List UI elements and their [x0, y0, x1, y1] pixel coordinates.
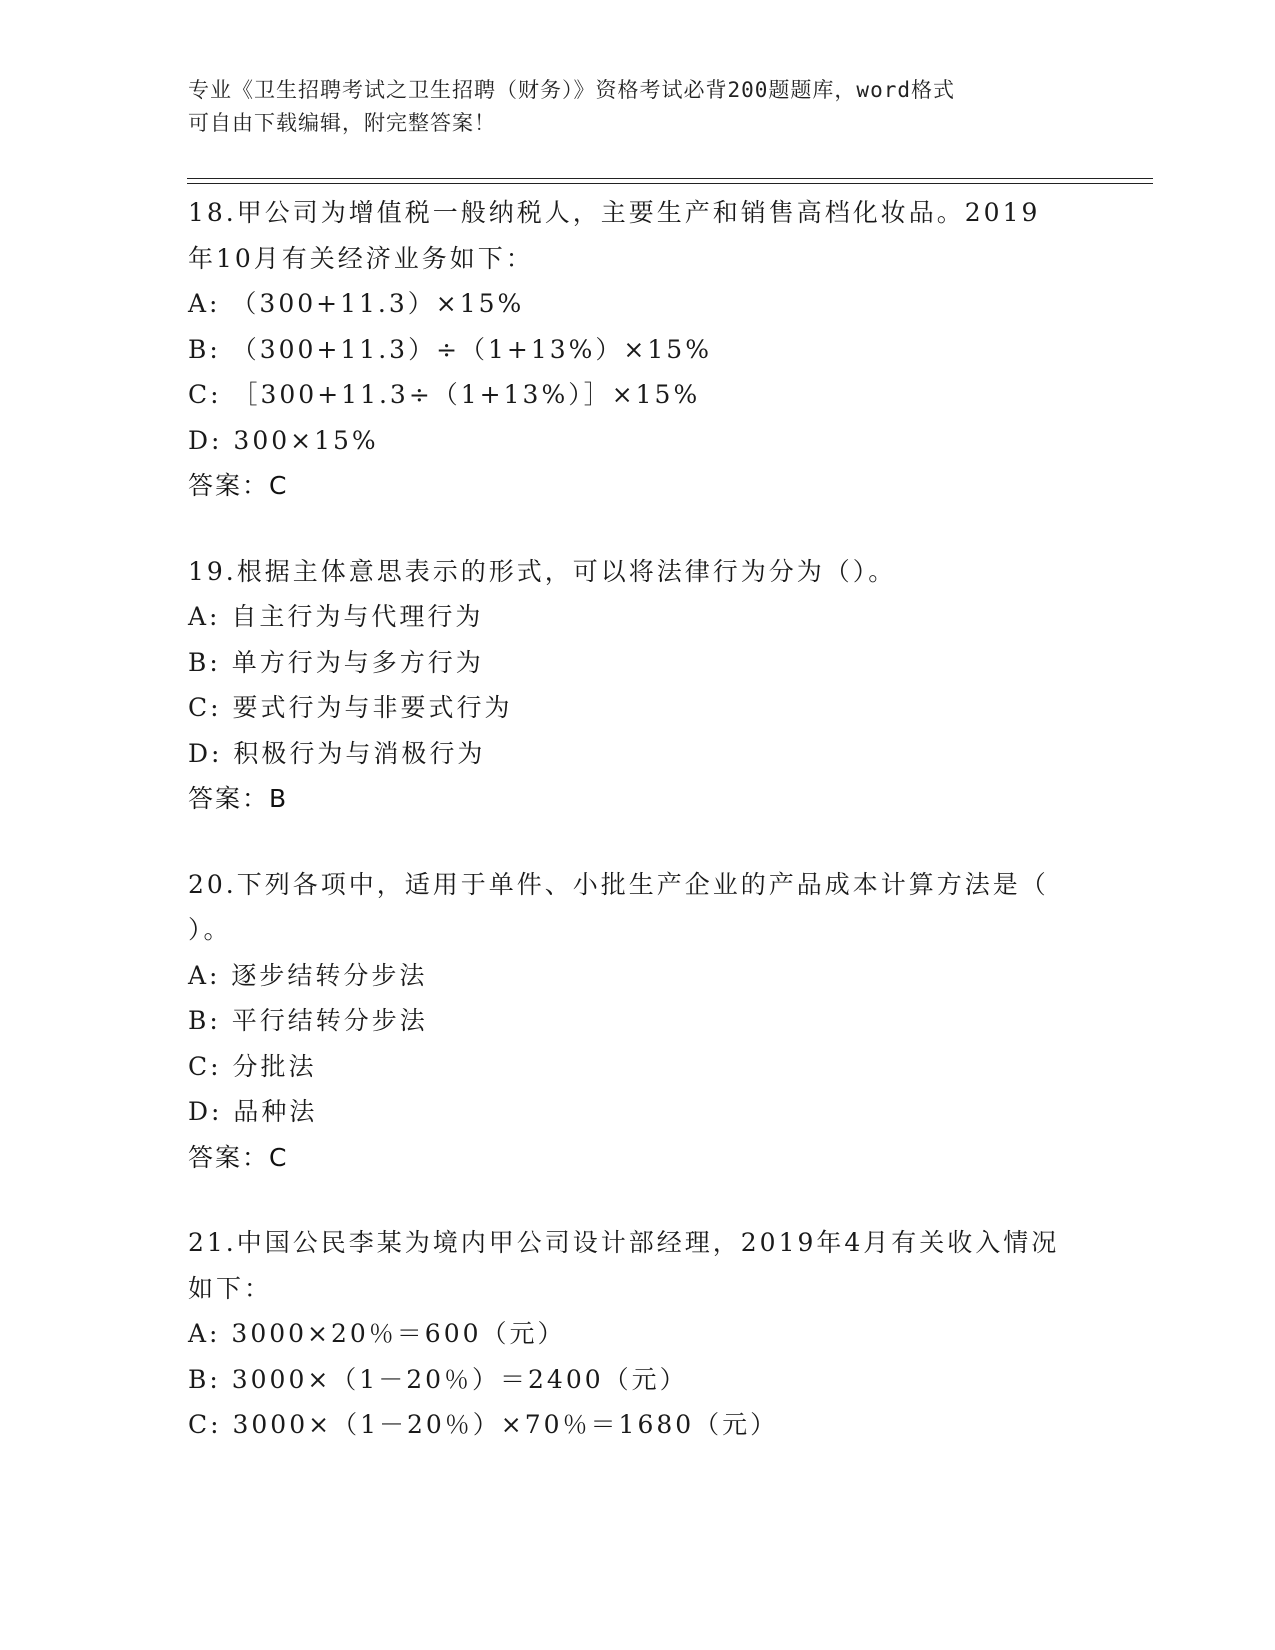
- question-stem-line: ）。: [188, 915, 232, 944]
- question-18: [188, 190, 1088, 509]
- header-line-1: 专业《卫生招聘考试之卫生招聘（财务）》资格考试必背200题题库，word格式: [188, 78, 955, 102]
- question-stem-line: 20.下列各项中，适用于单件、小批生产企业的产品成本计算方法是（: [188, 869, 1049, 899]
- option-c: C: 要式行为与非要式行为: [188, 693, 513, 722]
- question-20: [188, 862, 1088, 1181]
- option-c: C: 分批法: [188, 1051, 317, 1081]
- option-a: A: 逐步结转分步法: [188, 960, 428, 990]
- option-b: B: （300+11.3）÷（1+13%）×15%: [188, 334, 712, 364]
- option-b: B: 单方行为与多方行为: [188, 647, 484, 677]
- option-d: D: 300×15%: [188, 425, 379, 455]
- option-b: B: 3000×（1－20％）＝2400（元）: [188, 1364, 688, 1394]
- option-d: D: 积极行为与消极行为: [188, 738, 486, 768]
- option-c: C: ［300+11.3÷（1+13%）］×15%: [188, 380, 701, 409]
- question-stem-line: 年10月有关经济业务如下：: [188, 243, 534, 273]
- question-list: [188, 190, 1088, 1488]
- option-d: D: 品种法: [188, 1097, 318, 1126]
- option-a: A: 3000×20％＝600（元）: [188, 1319, 566, 1348]
- option-a: A: 自主行为与代理行为: [188, 602, 484, 631]
- question-21: [188, 1220, 1088, 1448]
- question-19: [188, 549, 1088, 822]
- answer-label: 答案：C: [188, 1142, 289, 1172]
- question-stem-line: 21.中国公民李某为境内甲公司设计部经理，2019年4月有关收入情况: [188, 1228, 1060, 1257]
- header-line-2: 可自由下载编辑，附完整答案！: [188, 111, 496, 135]
- header-divider-top: [187, 178, 1153, 179]
- option-c: C: 3000×（1－20％）×70％＝1680（元）: [188, 1410, 779, 1439]
- question-stem-line: 19.根据主体意思表示的形式，可以将法律行为分为（）。: [188, 556, 897, 586]
- option-a: A: （300+11.3）×15%: [188, 289, 525, 318]
- answer-label: 答案：B: [188, 784, 289, 813]
- question-stem-line: 18.甲公司为增值税一般纳税人，主要生产和销售高档化妆品。2019: [188, 198, 1041, 227]
- document-header: [188, 74, 1088, 140]
- header-divider-bottom: [187, 183, 1153, 184]
- answer-label: 答案：C: [188, 471, 289, 500]
- option-b: B: 平行结转分步法: [188, 1006, 428, 1035]
- question-stem-line: 如下：: [188, 1273, 273, 1303]
